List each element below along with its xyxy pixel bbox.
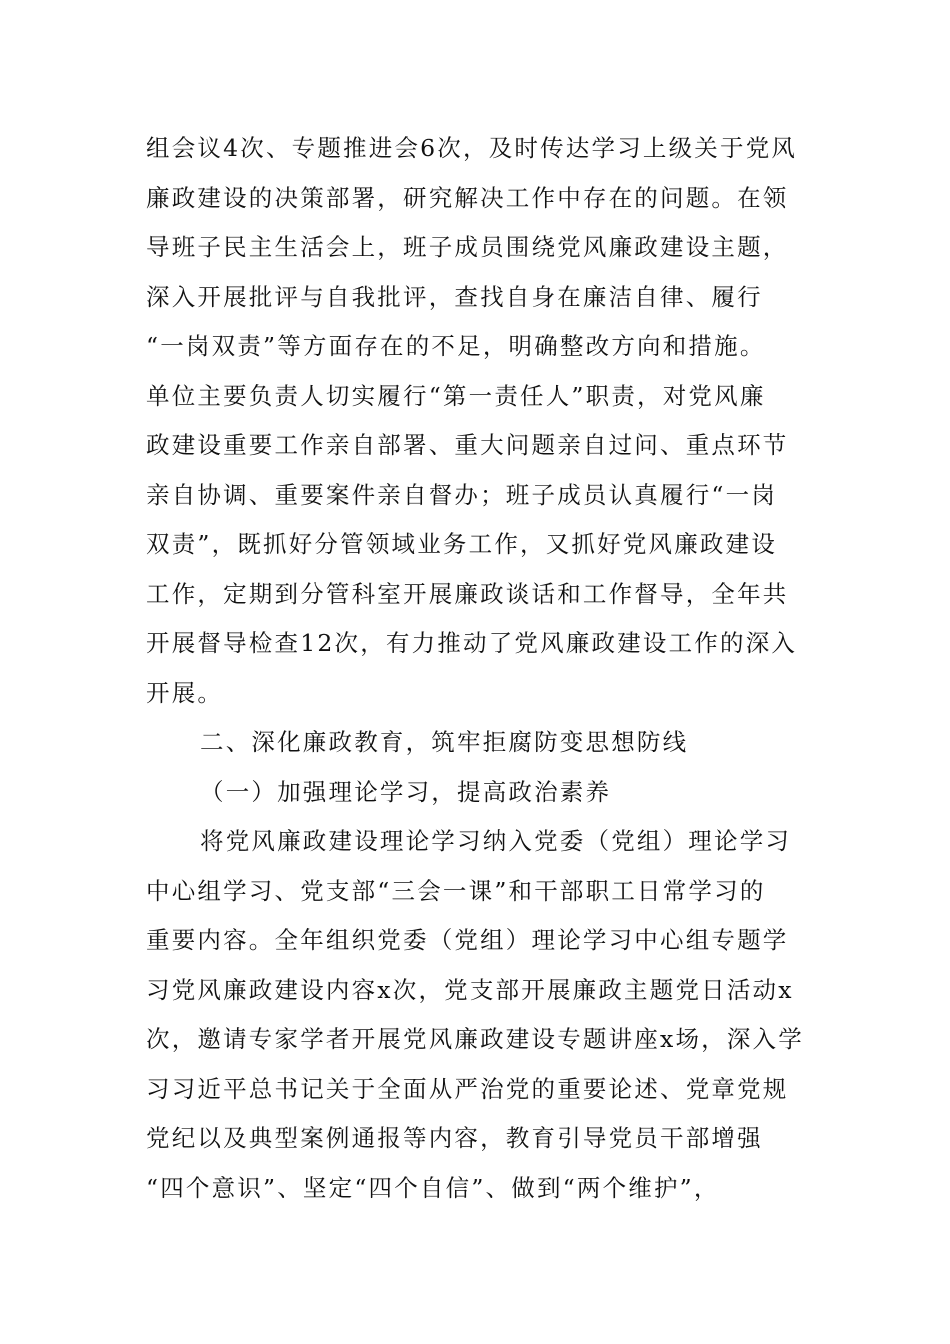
body-line: 习党风廉政建设内容x次，党支部开展廉政主题党日活动x	[146, 975, 794, 1004]
body-line: 习习近平总书记关于全面从严治党的重要论述、党章党规	[146, 1074, 789, 1103]
section-heading: 二、深化廉政教育，筑牢拒腐防变思想防线	[200, 728, 689, 756]
body-line: 单位主要负责人切实履行“第一责任人”职责，对党风廉	[146, 381, 766, 410]
body-line: “四个意识”、坚定“四个自信”、做到“两个维护”，	[146, 1173, 720, 1202]
body-line: 开展。	[146, 678, 224, 707]
body-line: 亲自协调、重要案件亲自督办；班子成员认真履行“一岗	[146, 480, 778, 509]
body-line: 廉政建设的决策部署，研究解决工作中存在的问题。在领	[146, 183, 789, 212]
subsection-heading: （一）加强理论学习，提高政治素养	[200, 777, 612, 806]
body-line: 开展督导检查12次，有力推动了党风廉政建设工作的深入	[146, 629, 798, 657]
body-line: 党纪以及典型案例通报等内容，教育引导党员干部增强	[146, 1124, 763, 1152]
body-line: 政建设重要工作亲自部署、重大问题亲自过问、重点环节	[146, 431, 789, 459]
body-line: “一岗双责”等方面存在的不足，明确整改方向和措施。	[146, 332, 766, 360]
body-line: 次，邀请专家学者开展党风廉政建设专题讲座x场，深入学	[146, 1025, 804, 1053]
body-line: 重要内容。全年组织党委（党组）理论学习中心组专题学	[146, 926, 789, 954]
body-line: 导班子民主生活会上，班子成员围绕党风廉政建设主题，	[146, 233, 789, 261]
body-line: 工作，定期到分管科室开展廉政谈话和工作督导，全年共	[146, 579, 789, 608]
body-line: 组会议4次、专题推进会6次，及时传达学习上级关于党风	[146, 134, 798, 162]
body-line: 深入开展批评与自我批评，查找自身在廉洁自律、履行	[146, 282, 763, 311]
body-line: 中心组学习、党支部“三会一课”和干部职工日常学习的	[146, 876, 766, 905]
body-line: 双责”，既抓好分管领域业务工作，又抓好党风廉政建设	[146, 530, 778, 558]
body-line: 将党风廉政建设理论学习纳入党委（党组）理论学习	[200, 827, 792, 855]
document-body	[146, 124, 810, 1213]
